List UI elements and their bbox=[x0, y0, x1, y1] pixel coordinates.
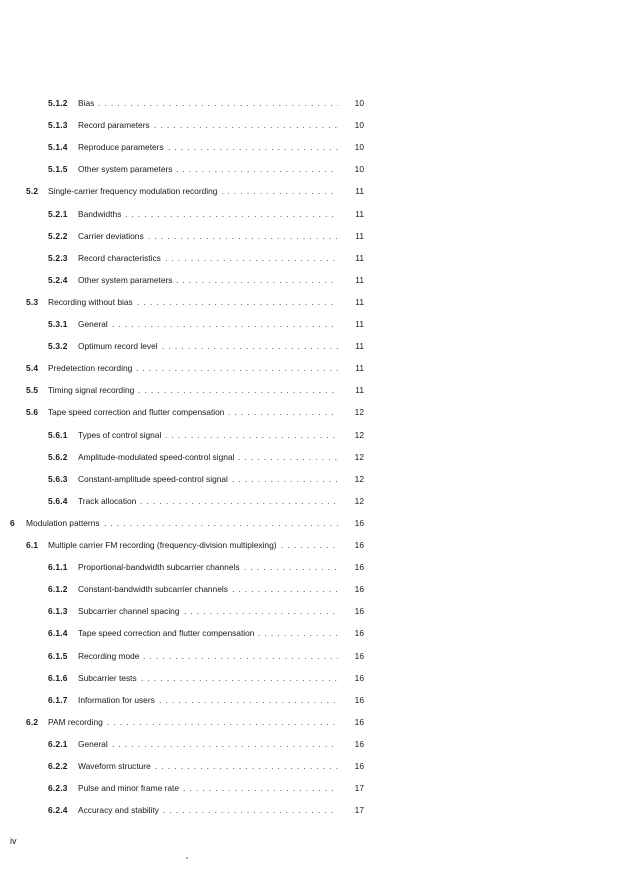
toc-entry-number: 6.1.2 bbox=[48, 584, 68, 594]
toc-entry-page: 16 bbox=[354, 739, 364, 749]
toc-leader-dots bbox=[221, 184, 338, 198]
toc-entry[interactable] bbox=[0, 538, 625, 552]
toc-entry-title: General bbox=[78, 319, 108, 329]
toc-entry-number: 5.5 bbox=[26, 385, 39, 395]
page-number: iv bbox=[10, 836, 17, 846]
toc-entry[interactable] bbox=[0, 405, 625, 419]
toc-leader-dots bbox=[184, 604, 338, 618]
toc-entry[interactable] bbox=[0, 118, 625, 132]
toc-entry-title: Record parameters bbox=[78, 120, 150, 130]
toc-entry-title: Timing signal recording bbox=[48, 385, 135, 395]
toc-entry-title: Reproduce parameters bbox=[78, 142, 164, 152]
toc-entry[interactable] bbox=[0, 737, 625, 751]
toc-entry-page: 11 bbox=[355, 319, 364, 329]
toc-entry-title: Bandwidths bbox=[78, 209, 122, 219]
toc-entry-page: 12 bbox=[354, 496, 364, 506]
toc-entry[interactable] bbox=[0, 184, 625, 198]
toc-entry[interactable] bbox=[0, 494, 625, 508]
toc-leader-dots bbox=[125, 207, 338, 221]
toc-entry-number: 5.1.4 bbox=[48, 142, 68, 152]
toc-entry-title: Recording without bias bbox=[48, 297, 133, 307]
toc-leader-dots bbox=[137, 295, 338, 309]
toc-entry-page: 17 bbox=[354, 805, 364, 815]
toc-entry[interactable] bbox=[0, 803, 625, 817]
toc-entry-page: 17 bbox=[354, 783, 364, 793]
toc-entry-page: 10 bbox=[354, 142, 364, 152]
toc-entry[interactable] bbox=[0, 428, 625, 442]
toc-entry-title: Modulation patterns bbox=[26, 518, 100, 528]
toc-entry[interactable] bbox=[0, 450, 625, 464]
toc-entry-page: 10 bbox=[354, 164, 364, 174]
toc-entry[interactable] bbox=[0, 626, 625, 640]
toc-entry-page: 11 bbox=[355, 385, 364, 395]
toc-entry-page: 16 bbox=[354, 717, 364, 727]
toc-entry-number: 5.3.2 bbox=[48, 341, 68, 351]
toc-entry[interactable] bbox=[0, 162, 625, 176]
toc-entry-page: 16 bbox=[354, 628, 364, 638]
toc-entry-title: Waveform structure bbox=[78, 761, 151, 771]
toc-leader-dots bbox=[281, 538, 338, 552]
toc-leader-dots bbox=[148, 229, 338, 243]
toc-entry-number: 5.2.3 bbox=[48, 253, 68, 263]
toc-entry-page: 12 bbox=[354, 430, 364, 440]
toc-entry-title: Optimum record level bbox=[78, 341, 158, 351]
toc-entry-page: 11 bbox=[355, 341, 364, 351]
toc-entry-page: 16 bbox=[354, 695, 364, 705]
toc-leader-dots bbox=[140, 494, 338, 508]
toc-entry-page: 16 bbox=[354, 518, 364, 528]
toc-entry-page: 16 bbox=[354, 673, 364, 683]
toc-entry-title: Record characteristics bbox=[78, 253, 161, 263]
toc-entry-number: 6.2.4 bbox=[48, 805, 68, 815]
toc-leader-dots bbox=[141, 671, 338, 685]
toc-entry-number: 5.6.2 bbox=[48, 452, 68, 462]
toc-entry-title: PAM recording bbox=[48, 717, 103, 727]
toc-entry-page: 10 bbox=[354, 120, 364, 130]
toc-leader-dots bbox=[165, 251, 338, 265]
toc-entry-title: Subcarrier tests bbox=[78, 673, 137, 683]
toc-entry[interactable] bbox=[0, 273, 625, 287]
toc-entry-page: 11 bbox=[355, 231, 364, 241]
toc-entry-number: 5.2 bbox=[26, 186, 39, 196]
toc-entry-title: Pulse and minor frame rate bbox=[78, 783, 180, 793]
toc-leader-dots bbox=[168, 140, 338, 154]
toc-entry[interactable] bbox=[0, 560, 625, 574]
toc-entry-number: 6.1.5 bbox=[48, 651, 68, 661]
toc-entry-number: 6.1 bbox=[26, 540, 39, 550]
toc-entry[interactable] bbox=[0, 229, 625, 243]
toc-entry-page: 12 bbox=[354, 452, 364, 462]
toc-entry-page: 11 bbox=[355, 209, 364, 219]
toc-entry-number: 5.4 bbox=[26, 363, 39, 373]
toc-leader-dots bbox=[232, 582, 338, 596]
toc-entry[interactable] bbox=[0, 649, 625, 663]
toc-leader-dots bbox=[238, 450, 338, 464]
toc-entry-number: 6.2 bbox=[26, 717, 39, 727]
toc-entry[interactable] bbox=[0, 383, 625, 397]
toc-entry-title: Multiple carrier FM recording (frequency-division multiplexing) bbox=[48, 540, 277, 550]
toc-entry-page: 16 bbox=[354, 540, 364, 550]
toc-entry-number: 5.2.1 bbox=[48, 209, 68, 219]
toc-leader-dots bbox=[112, 317, 338, 331]
toc-entry-number: 5.6.4 bbox=[48, 496, 68, 506]
toc-leader-dots bbox=[162, 339, 338, 353]
toc-entry-page: 11 bbox=[355, 253, 364, 263]
toc-entry-title: Track allocation bbox=[78, 496, 137, 506]
toc-entry[interactable] bbox=[0, 339, 625, 353]
scan-speck bbox=[186, 857, 188, 859]
toc-entry-title: Constant-amplitude speed-control signal bbox=[78, 474, 228, 484]
toc-entry[interactable] bbox=[0, 140, 625, 154]
toc-entry-number: 5.3 bbox=[26, 297, 39, 307]
toc-entry-page: 16 bbox=[354, 651, 364, 661]
toc-entry-title: Tape speed correction and flutter compensation bbox=[48, 407, 225, 417]
toc-entry-number: 6.2.1 bbox=[48, 739, 68, 749]
toc-entry-title: Predetection recording bbox=[48, 363, 133, 373]
toc-leader-dots bbox=[244, 560, 338, 574]
toc-leader-dots bbox=[163, 803, 338, 817]
toc-entry[interactable] bbox=[0, 516, 625, 530]
toc-entry-number: 5.1.3 bbox=[48, 120, 68, 130]
toc-entry-page: 11 bbox=[355, 363, 364, 373]
toc-entry[interactable] bbox=[0, 96, 625, 110]
toc-leader-dots bbox=[159, 693, 338, 707]
toc-entry[interactable] bbox=[0, 472, 625, 486]
toc-entry[interactable] bbox=[0, 671, 625, 685]
toc-entry-page: 16 bbox=[354, 584, 364, 594]
toc-leader-dots bbox=[143, 649, 338, 663]
toc-leader-dots bbox=[183, 781, 338, 795]
toc-entry-title: Accuracy and stability bbox=[78, 805, 159, 815]
toc-entry-number: 6 bbox=[10, 518, 15, 528]
toc-entry-title: Information for users bbox=[78, 695, 155, 705]
toc-leader-dots bbox=[176, 162, 338, 176]
toc-leader-dots bbox=[176, 273, 338, 287]
toc-entry-title: Carrier deviations bbox=[78, 231, 144, 241]
toc-entry-number: 6.1.7 bbox=[48, 695, 68, 705]
toc-entry-number: 6.1.3 bbox=[48, 606, 68, 616]
toc-entry[interactable] bbox=[0, 317, 625, 331]
toc-entry[interactable] bbox=[0, 361, 625, 375]
toc-entry-page: 16 bbox=[354, 761, 364, 771]
toc-entry-title: Constant-bandwidth subcarrier channels bbox=[78, 584, 228, 594]
toc-entry-number: 6.1.1 bbox=[48, 562, 68, 572]
toc-leader-dots bbox=[104, 516, 338, 530]
toc-entry[interactable] bbox=[0, 759, 625, 773]
toc-entry-number: 5.2.4 bbox=[48, 275, 68, 285]
toc-entry-number: 5.3.1 bbox=[48, 319, 68, 329]
toc-entry[interactable] bbox=[0, 715, 625, 729]
toc-entry-number: 5.2.2 bbox=[48, 231, 68, 241]
toc-entry-page: 10 bbox=[354, 98, 364, 108]
toc-entry-number: 6.2.2 bbox=[48, 761, 68, 771]
toc-entry-title: Tape speed correction and flutter compensation bbox=[78, 628, 255, 638]
toc-entry[interactable] bbox=[0, 251, 625, 265]
toc-leader-dots bbox=[138, 383, 338, 397]
toc-entry-title: Single-carrier frequency modulation recording bbox=[48, 186, 218, 196]
toc-entry[interactable] bbox=[0, 582, 625, 596]
toc-leader-dots bbox=[107, 715, 338, 729]
toc-entry-page: 11 bbox=[355, 186, 364, 196]
toc-leader-dots bbox=[136, 361, 338, 375]
toc-entry-number: 5.1.5 bbox=[48, 164, 68, 174]
toc-entry-number: 5.6.1 bbox=[48, 430, 68, 440]
toc-entry-number: 5.1.2 bbox=[48, 98, 68, 108]
toc-entry-page: 11 bbox=[355, 275, 364, 285]
toc-entry-title: Other system parameters bbox=[78, 164, 173, 174]
toc-leader-dots bbox=[232, 472, 338, 486]
toc-entry[interactable] bbox=[0, 604, 625, 618]
toc-leader-dots bbox=[98, 96, 338, 110]
toc-leader-dots bbox=[155, 759, 338, 773]
toc-entry-number: 6.1.4 bbox=[48, 628, 68, 638]
toc-leader-dots bbox=[258, 626, 338, 640]
toc-entry-page: 11 bbox=[355, 297, 364, 307]
toc-entry[interactable] bbox=[0, 781, 625, 795]
toc-entry[interactable] bbox=[0, 693, 625, 707]
toc-entry-title: Subcarrier channel spacing bbox=[78, 606, 180, 616]
toc-entry-number: 6.2.3 bbox=[48, 783, 68, 793]
toc-entry-page: 12 bbox=[354, 474, 364, 484]
toc-entry-title: Recording mode bbox=[78, 651, 140, 661]
toc-entry-title: Amplitude-modulated speed-control signal bbox=[78, 452, 235, 462]
toc-entry-number: 6.1.6 bbox=[48, 673, 68, 683]
toc-entry-title: Proportional-bandwidth subcarrier channels bbox=[78, 562, 240, 572]
toc-entry[interactable] bbox=[0, 295, 625, 309]
toc-entry-title: Bias bbox=[78, 98, 95, 108]
toc-leader-dots bbox=[165, 428, 338, 442]
toc-entry-number: 5.6.3 bbox=[48, 474, 68, 484]
toc-entry-page: 12 bbox=[354, 407, 364, 417]
toc-entry-page: 16 bbox=[354, 606, 364, 616]
toc-entry[interactable] bbox=[0, 207, 625, 221]
toc-entry-title: General bbox=[78, 739, 108, 749]
toc-leader-dots bbox=[154, 118, 338, 132]
toc-entry-number: 5.6 bbox=[26, 407, 39, 417]
toc-entry-page: 16 bbox=[354, 562, 364, 572]
toc-leader-dots bbox=[228, 405, 338, 419]
toc-entry-title: Other system parameters bbox=[78, 275, 173, 285]
toc-leader-dots bbox=[112, 737, 338, 751]
toc-entry-title: Types of control signal bbox=[78, 430, 162, 440]
